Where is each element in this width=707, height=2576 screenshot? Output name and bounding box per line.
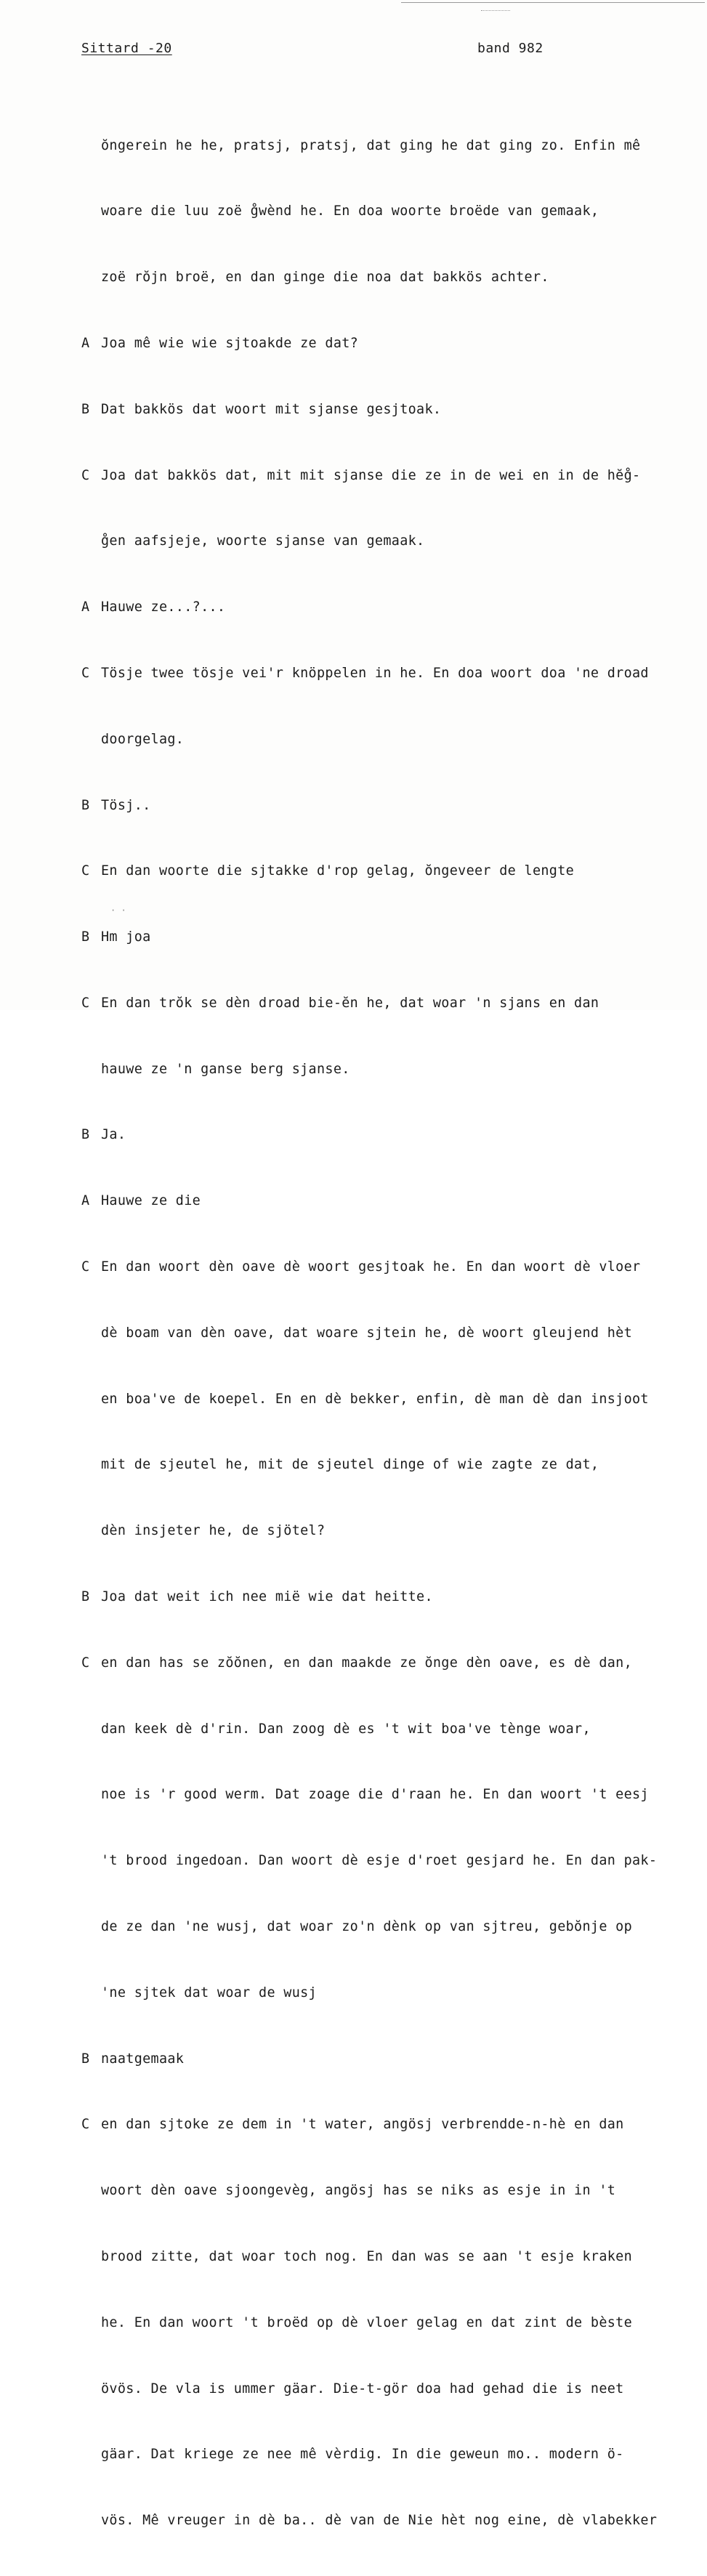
transcript-line: woort dèn oave sjoongevèg, angösj has se niks as esje in in 't <box>101 2183 616 2199</box>
transcript-line: C Joa dat bakkös dat, mit mit sjanse die ze in de wei en in de hĕg̊- <box>81 467 641 483</box>
transcript-line: noe is 'r good werm. Dat zoage die d'raan he. En dan woort 't eesj <box>101 1787 649 1803</box>
header-tape-number: band 982 <box>477 41 544 56</box>
transcript-line: hauwe ze 'n ganse berg sjanse. <box>101 1061 350 1077</box>
transcript-line: A Hauwe ze die <box>81 1193 201 1209</box>
transcript-line: B Hm joa <box>81 929 151 945</box>
transcript-line: C En dan trŏk se dèn droad bie-ĕn he, dat woar 'n sjans en dan <box>81 995 599 1011</box>
transcript-line: C en dan has se zŏŏnen, en dan maakde ze ŏnge dèn oave, es dè dan, <box>81 1655 633 1671</box>
transcript-line: C en dan sjtoke ze dem in 't water, angösj verbrendde-n-hè en dan <box>81 2117 624 2133</box>
transcript-line: C En dan woort dèn oave dè woort gesjtoak he. En dan woort dè vloer <box>81 1259 641 1275</box>
top-rule <box>401 2 705 3</box>
transcript-line: övös. De vla is ummer gäar. Die-t-gör doa had gehad die is neet <box>101 2381 624 2397</box>
transcript-line: vös. Mê vreuger in dè ba.. dè van de Nie hèt nog eine, dè vlabekker <box>101 2513 658 2529</box>
page-header <box>0 41 707 62</box>
transcript-body <box>81 91 706 2576</box>
transcript-line: brood zitte, dat woar toch nog. En dan was se aan 't esje kraken <box>101 2249 633 2265</box>
transcript-line: en boa've de koepel. En en dè bekker, enfin, dè man dè dan insjoot <box>101 1391 649 1407</box>
transcript-line: B Dat bakkös dat woort mit sjanse gesjtoak. <box>81 401 442 417</box>
transcript-line: B naatgemaak <box>81 2051 185 2067</box>
transcript-line: doorgelag. <box>101 731 185 747</box>
top-dotted-mark <box>481 10 510 11</box>
transcript-line: A Joa mê wie wie sjtoakde ze dat? <box>81 335 359 351</box>
transcript-line: C En dan woorte die sjtakke d'rop gelag, ŏngeveer de lengte <box>81 863 575 879</box>
transcript-line: B Tösj.. <box>81 797 151 813</box>
transcript-line: dan keek dè d'rin. Dan zoog dè es 't wit boa've tènge woar, <box>101 1721 591 1737</box>
transcript-line: gäar. Dat kriege ze nee mê vèrdig. In die geweun mo.. modern ö- <box>101 2447 624 2463</box>
transcript-line: dè boam van dèn oave, dat woare sjtein he, dè woort gleujend hèt <box>101 1325 633 1341</box>
transcript-line: woare die luu zoë g̊wènd he. En doa woorte broëde van gemaak, <box>101 203 599 219</box>
transcript-line: g̊en aafsjeje, woorte sjanse van gemaak. <box>101 533 425 549</box>
transcript-line: zoë rŏjn broë, en dan ginge die noa dat bakkös achter. <box>101 270 549 286</box>
header-location: Sittard -20 <box>81 41 172 56</box>
transcript-line: C Tösje twee tösje vei'r knöppelen in he. En doa woort doa 'ne droad <box>81 665 649 681</box>
transcript-line: 't brood ingedoan. Dan woort dè esje d'roet gesjard he. En dan pak- <box>101 1853 658 1869</box>
transcript-line: mit de sjeutel he, mit de sjeutel dinge of wie zagte ze dat, <box>101 1457 599 1473</box>
transcript-line: ŏngerein he he, pratsj, pratsj, dat ging he dat ging zo. Enfin mê <box>101 137 641 153</box>
transcript-line: A Hauwe ze...?... <box>81 599 226 615</box>
transcript-line: 'ne sjtek dat woar de wusj <box>101 1985 317 2000</box>
transcript-line: B Ja. <box>81 1127 126 1143</box>
transcript-line: B Joa dat weit ich nee mië wie dat heitte. <box>81 1589 433 1605</box>
transcript-line: dèn insjeter he, de sjötel? <box>101 1523 326 1539</box>
transcript-line: he. En dan woort 't broëd op dè vloer gelag en dat zint de bèste <box>101 2314 633 2330</box>
transcript-line: de ze dan 'ne wusj, dat woar zo'n dènk op van sjtreu, gebŏnje op <box>101 1919 633 1935</box>
stray-ink-mark: · · <box>110 905 126 916</box>
